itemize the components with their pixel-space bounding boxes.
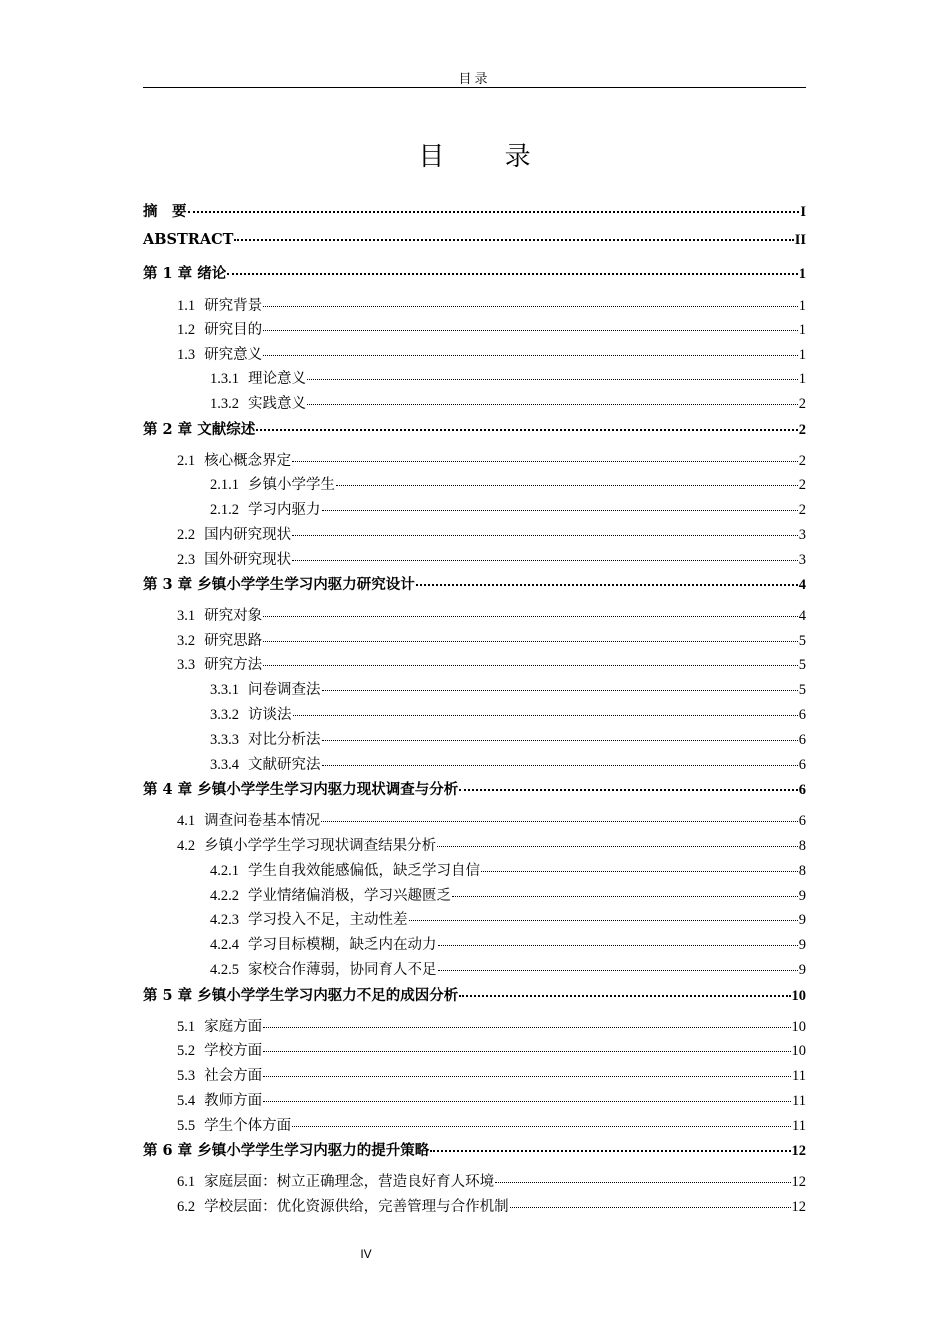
- dot-leader: [227, 273, 798, 275]
- toc-entry-label: [143, 1139, 429, 1160]
- toc-entry-number: 1.1: [177, 298, 196, 314]
- toc-entry[interactable]: [210, 728, 806, 750]
- toc-entry-text: 第 2 章 文献综述: [143, 421, 256, 438]
- toc-entry-number: 2.3: [177, 552, 196, 568]
- toc-entry-page: 12: [791, 1143, 806, 1159]
- toc-entry[interactable]: [143, 1139, 806, 1161]
- toc-entry-page: 9: [798, 888, 806, 904]
- toc-entry-text: 学习内驱力: [248, 502, 321, 518]
- toc-entry-label: [177, 1089, 262, 1110]
- toc-entry-page: 4: [798, 608, 806, 624]
- toc-entry-number: 5.5: [177, 1118, 196, 1134]
- toc-entry-label: [210, 753, 321, 774]
- toc-entry-text: 国内研究现状: [204, 527, 292, 543]
- toc-entry[interactable]: [143, 262, 806, 284]
- toc-entry[interactable]: [177, 1195, 806, 1217]
- toc-entry[interactable]: [177, 1015, 806, 1037]
- dot-leader: [292, 560, 798, 561]
- toc-entry[interactable]: [210, 753, 806, 775]
- toc-entry-label: [177, 1195, 509, 1216]
- toc-entry-text: 学习投入不足，主动性差: [248, 912, 408, 928]
- toc-entry[interactable]: [177, 343, 806, 365]
- toc-entry-label: [143, 262, 226, 283]
- toc-entry[interactable]: [177, 604, 806, 626]
- dot-leader: [256, 429, 798, 431]
- toc-entry-number: 3.3.4: [210, 757, 239, 773]
- toc-entry-text: 乡镇小学学生: [248, 477, 335, 493]
- toc-entry-text: 第 4 章 乡镇小学学生学习内驱力现状调查与分析: [143, 781, 459, 798]
- toc-entry-label: [177, 318, 262, 339]
- toc-entry-number: 5.1: [177, 1019, 196, 1035]
- toc-entry[interactable]: [143, 231, 806, 253]
- toc-entry[interactable]: [177, 318, 806, 340]
- toc-entry-page: 8: [798, 838, 806, 854]
- toc-entry-page: 2: [798, 396, 806, 412]
- toc-entry-label: [177, 834, 436, 855]
- toc-entry-text: 实践意义: [248, 396, 306, 412]
- toc-entry-number: 1.3.1: [210, 371, 239, 387]
- toc-entry[interactable]: [210, 367, 806, 389]
- toc-entry-page: 9: [798, 962, 806, 978]
- toc-entry-text: 国外研究现状: [204, 552, 292, 568]
- toc-entry-label: [177, 653, 262, 674]
- toc-entry[interactable]: [177, 834, 806, 856]
- toc-entry-page: 5: [798, 633, 806, 649]
- dot-leader: [322, 740, 798, 741]
- dot-leader: [263, 330, 798, 331]
- toc-entry-text: 研究对象: [204, 608, 263, 624]
- toc-entry-page: 10: [791, 988, 806, 1004]
- toc-entry-label: [210, 703, 292, 724]
- toc-entry-label: [177, 809, 320, 830]
- dot-leader: [263, 1051, 790, 1052]
- toc-entry-label: [210, 859, 480, 880]
- toc-entry-label: [177, 1015, 262, 1036]
- toc-entry-text: 学校层面：优化资源供给，完善管理与合作机制: [204, 1199, 509, 1215]
- toc-entry-label: [177, 1064, 262, 1085]
- toc-entry-label: [143, 231, 233, 248]
- dot-leader: [234, 239, 793, 241]
- toc-entry-number: 4.1: [177, 813, 196, 829]
- toc-entry-label: [177, 294, 262, 315]
- toc-entry-page: 9: [798, 912, 806, 928]
- toc-title: 目 录: [418, 142, 557, 172]
- toc-entry-label: [210, 367, 306, 388]
- dot-leader: [495, 1182, 790, 1183]
- toc-entry-number: 4.2.3: [210, 912, 239, 928]
- toc-entry-label: [177, 1039, 262, 1060]
- toc-entry-number: 5.2: [177, 1043, 196, 1059]
- toc-entry-label: [143, 984, 458, 1005]
- dot-leader: [263, 641, 798, 642]
- toc-entry-page: 2: [798, 502, 806, 518]
- dot-leader: [322, 510, 798, 511]
- toc-entry-label: [177, 523, 291, 544]
- toc-entry-text: 社会方面: [204, 1068, 263, 1084]
- toc-entry-page: 2: [798, 477, 806, 493]
- toc-entry-label: [143, 418, 255, 439]
- toc-entry-number: 2.1.1: [210, 477, 239, 493]
- toc-entry[interactable]: [177, 1089, 806, 1111]
- toc-entry-label: [177, 629, 262, 650]
- toc-entry[interactable]: [177, 653, 806, 675]
- dot-leader: [188, 211, 800, 213]
- toc-entry-number: 2.1.2: [210, 502, 239, 518]
- dot-leader: [307, 379, 798, 380]
- toc-entry[interactable]: [177, 294, 806, 316]
- toc-entry-text: 家庭方面: [204, 1019, 263, 1035]
- toc-entry-page: 6: [798, 813, 806, 829]
- toc-entry-number: 6.1: [177, 1174, 196, 1190]
- dot-leader: [263, 1027, 790, 1028]
- toc-entry-text: 对比分析法: [248, 732, 321, 748]
- running-header: 目录: [458, 72, 491, 87]
- toc-entry-page: I: [800, 204, 806, 220]
- toc-entry-text: 文献研究法: [248, 757, 321, 773]
- dot-leader: [307, 404, 798, 405]
- toc-entry-text: 研究背景: [204, 298, 263, 314]
- toc-entry-number: 3.2: [177, 633, 196, 649]
- toc-entry-page: 12: [791, 1199, 806, 1215]
- toc-entry-label: [210, 908, 408, 929]
- toc-entry-number: 4.2.5: [210, 962, 239, 978]
- toc-entry-number: 2.1: [177, 453, 196, 469]
- dot-leader: [322, 765, 798, 766]
- toc-entry-text: 学生个体方面: [204, 1118, 292, 1134]
- toc-entry[interactable]: [210, 392, 806, 414]
- dot-leader: [263, 665, 798, 666]
- toc-entry[interactable]: [143, 778, 806, 800]
- toc-entry-number: 3.3.1: [210, 682, 239, 698]
- toc-entry-label: [210, 728, 321, 749]
- toc-entry-page: 3: [798, 527, 806, 543]
- toc-entry-page: 6: [798, 757, 806, 773]
- toc-entry[interactable]: [177, 1064, 806, 1086]
- toc-entry-number: 3.3.2: [210, 707, 239, 723]
- toc-entry-page: 8: [798, 863, 806, 879]
- toc-entry[interactable]: [210, 473, 806, 495]
- toc-entry[interactable]: [143, 418, 806, 440]
- toc-entry-number: 4.2: [177, 838, 196, 854]
- toc-entry[interactable]: [210, 958, 806, 980]
- dot-leader: [263, 306, 798, 307]
- toc-entry-page: 2: [798, 453, 806, 469]
- toc-entry-page: 1: [798, 347, 806, 363]
- toc-entry[interactable]: [210, 678, 806, 700]
- toc-entry[interactable]: [210, 933, 806, 955]
- toc-entry-text: 学习目标模糊，缺乏内在动力: [248, 937, 437, 953]
- toc-entry-page: 4: [798, 577, 806, 593]
- toc-entry-page: 12: [791, 1174, 806, 1190]
- toc-entry-text: 第 6 章 乡镇小学学生学习内驱力的提升策略: [143, 1142, 430, 1159]
- toc-entry-number: 2.2: [177, 527, 196, 543]
- toc-entry[interactable]: [177, 523, 806, 545]
- dot-leader: [409, 920, 798, 921]
- toc-entry-number: 4.2.4: [210, 937, 239, 953]
- page-number: IV: [360, 1247, 372, 1261]
- dot-leader: [321, 821, 798, 822]
- toc-entry[interactable]: [177, 1170, 806, 1192]
- toc-entry-number: 5.3: [177, 1068, 196, 1084]
- toc-entry[interactable]: [210, 703, 806, 725]
- dot-leader: [452, 896, 798, 897]
- toc-entry-text: 学校方面: [204, 1043, 263, 1059]
- toc-entry-page: 11: [792, 1068, 806, 1084]
- dot-leader: [322, 690, 798, 691]
- dot-leader: [292, 535, 798, 536]
- dot-leader: [293, 715, 798, 716]
- toc-entry-page: 11: [792, 1118, 806, 1134]
- toc-entry-number: 4.2.2: [210, 888, 239, 904]
- toc-entry[interactable]: [143, 200, 806, 222]
- dot-leader: [416, 584, 798, 586]
- toc-entry[interactable]: [143, 573, 806, 595]
- dot-leader: [263, 616, 798, 617]
- toc-entry-text: 家校合作薄弱，协同育人不足: [248, 962, 437, 978]
- toc-entry[interactable]: [177, 809, 806, 831]
- toc-entry[interactable]: [177, 548, 806, 570]
- toc-entry-label: [143, 778, 458, 799]
- toc-entry-text: 访谈法: [248, 707, 292, 723]
- toc-entry[interactable]: [210, 859, 806, 881]
- toc-entry-page: II: [794, 232, 806, 248]
- toc-entry-page: 9: [798, 937, 806, 953]
- toc-entry-text: 核心概念界定: [204, 453, 292, 469]
- toc-entry-label: [177, 548, 291, 569]
- toc-entry[interactable]: [177, 629, 806, 651]
- toc-entry-page: 6: [798, 782, 806, 798]
- toc-entry-number: 3.1: [177, 608, 196, 624]
- toc-entry-text: ABSTRACT: [143, 231, 234, 248]
- toc-entry-label: [177, 604, 262, 625]
- dot-leader: [459, 789, 798, 791]
- toc-entry-number: 1.3: [177, 347, 196, 363]
- toc-entry-text: 理论意义: [248, 371, 306, 387]
- toc-entry-text: 学生自我效能感偏低，缺乏学习自信: [248, 863, 480, 879]
- toc-entry-label: [210, 498, 321, 519]
- toc-entry-label: [210, 884, 451, 905]
- toc-entry-label: [177, 1170, 494, 1191]
- toc-entry-label: [143, 200, 187, 221]
- toc-entry-page: 5: [798, 657, 806, 673]
- toc-entry-page: 10: [791, 1019, 806, 1035]
- toc-entry-text: 研究目的: [204, 322, 263, 338]
- toc-entry-number: 1.3.2: [210, 396, 239, 412]
- dot-leader: [430, 1150, 790, 1152]
- dot-leader: [292, 1126, 791, 1127]
- dot-leader: [292, 461, 798, 462]
- dot-leader: [438, 970, 798, 971]
- toc-entry-number: 1.2: [177, 322, 196, 338]
- toc-entry-page: 3: [798, 552, 806, 568]
- toc-entry-text: 家庭层面：树立正确理念，营造良好育人环境: [204, 1174, 495, 1190]
- dot-leader: [438, 945, 798, 946]
- dot-leader: [459, 995, 790, 997]
- toc-entry-text: 研究意义: [204, 347, 263, 363]
- toc-entry-page: 2: [798, 422, 806, 438]
- toc-entry-text: 乡镇小学学生学习现状调查结果分析: [204, 838, 437, 854]
- toc-entry-text: 第 3 章 乡镇小学学生学习内驱力研究设计: [143, 576, 415, 593]
- toc-entry-number: 4.2.1: [210, 863, 239, 879]
- dot-leader: [263, 355, 798, 356]
- toc-entry-text: 教师方面: [204, 1093, 263, 1109]
- toc-entry-page: 5: [798, 682, 806, 698]
- toc-entry-label: [177, 1114, 291, 1135]
- toc-entry-label: [177, 343, 262, 364]
- toc-entry-text: 摘 要: [143, 203, 187, 220]
- toc-entry-text: 研究思路: [204, 633, 263, 649]
- dot-leader: [437, 846, 798, 847]
- toc-entry-label: [210, 958, 437, 979]
- toc-entry-text: 第 5 章 乡镇小学学生学习内驱力不足的成因分析: [143, 987, 459, 1004]
- toc-entry-number: 3.3.3: [210, 732, 239, 748]
- toc-entry-page: 1: [798, 371, 806, 387]
- toc-entry-page: 11: [792, 1093, 806, 1109]
- dot-leader: [510, 1207, 791, 1208]
- toc-entry-text: 问卷调查法: [248, 682, 321, 698]
- dot-leader: [263, 1076, 791, 1077]
- toc-entry-label: [210, 392, 306, 413]
- toc-entry-label: [177, 449, 291, 470]
- toc-entry-number: 6.2: [177, 1199, 196, 1215]
- toc-entry-label: [210, 678, 321, 699]
- toc-entry-label: [210, 473, 335, 494]
- dot-leader: [336, 485, 798, 486]
- toc-entry[interactable]: [177, 1114, 806, 1136]
- header-rule: [143, 87, 806, 88]
- toc-entry-page: 6: [798, 732, 806, 748]
- toc-entry[interactable]: [210, 498, 806, 520]
- toc-entry-text: 学业情绪偏消极，学习兴趣匮乏: [248, 888, 451, 904]
- toc-entry-page: 1: [798, 322, 806, 338]
- toc-entry-text: 研究方法: [204, 657, 263, 673]
- toc-entry-text: 调查问卷基本情况: [204, 813, 321, 829]
- toc-entry[interactable]: [143, 984, 806, 1006]
- toc-entry-number: 3.3: [177, 657, 196, 673]
- toc-entry-label: [143, 573, 415, 594]
- toc-entry-text: 第 1 章 绪论: [143, 265, 227, 282]
- toc-entry-number: 5.4: [177, 1093, 196, 1109]
- dot-leader: [263, 1101, 791, 1102]
- toc-entry[interactable]: [210, 884, 806, 906]
- toc-entry[interactable]: [210, 908, 806, 930]
- toc-entry-label: [210, 933, 437, 954]
- toc-entry-page: 10: [791, 1043, 806, 1059]
- toc-entry-page: 1: [798, 266, 806, 282]
- toc-entry-page: 1: [798, 298, 806, 314]
- toc-entry[interactable]: [177, 1039, 806, 1061]
- toc-entry-page: 6: [798, 707, 806, 723]
- toc-entry[interactable]: [177, 449, 806, 471]
- dot-leader: [481, 871, 798, 872]
